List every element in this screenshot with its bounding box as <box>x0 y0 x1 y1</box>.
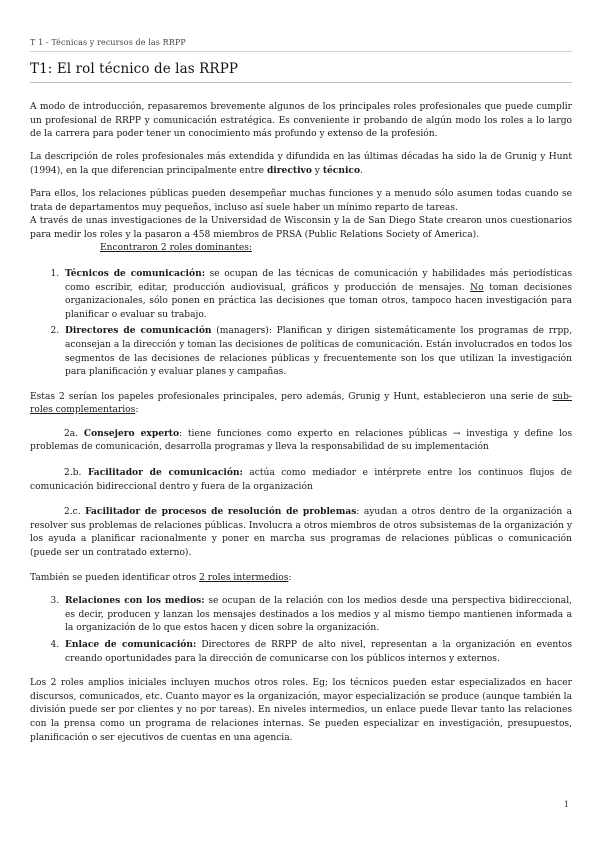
dominant-roles-heading: Encontraron 2 roles dominantes: <box>100 243 252 254</box>
subrole-item: 2a. Consejero experto: tiene funciones como experto en relaciones públicas → investiga y define los problemas de comunicación, desarrolla programas y lleva la responsabilidad de su implementación <box>30 427 572 453</box>
dominant-roles-list <box>30 267 572 380</box>
subroles-intro-paragraph: Estas 2 serían los papeles profesionales principales, pero además, Grunig y Hunt, establecieron una serie de sub-roles complementarios: <box>30 391 572 416</box>
intro-paragraph: A modo de introducción, repasaremos brevemente algunos de los principales roles profesionales que puede cumplir un profesional de RRPP y comunicación estratégica. Es conveniente ir probando de algún modo los roles a lo largo de la carrera para poder tener un conocimiento más profundo y extenso de la profesión. <box>30 102 572 140</box>
closing-paragraph: Los 2 roles amplios iniciales incluyen muchos otros roles. Eg; los técnicos pueden estar especializados en hacer discursos, comunicados, etc. Cuanto mayor es la organización, mayor especialización se produce (aunque también la división puede ser por clientes y no por tareas). En niveles intermedios, un enlace puede llevar tanto las relaciones con la prensa como un programa de relaciones internas. Se pueden especializar en investigación, presupuestos, planificación o ser ejecutivos de cuentas en una agencia. <box>30 678 572 743</box>
list-item: 1. Técnicos de comunicación: se ocupan de las técnicas de comunicación y habilidades más periodísticas como escribir, editar, producción audiovisual, gráficos y producción de mensajes. No toman decisiones organizacionales, sólo ponen en práctica las decisiones que toman otros, tampoco hacen investigación para planificar o evaluar su trabajo. <box>62 267 572 322</box>
roles-description-paragraph: La descripción de roles profesionales más extendida y difundida en las últimas décadas ha sido la de Grunig y Hunt (1994), en la que diferencian principalmente entre directivo y técnico. <box>30 151 572 177</box>
functions-paragraph: Para ellos, los relaciones públicas pueden desempeñar muchas funciones y a menudo sólo asumen todas cuando se trata de departamentos muy pequeños, incluso así suele haber un mínimo reparto de tareas. <box>30 188 572 213</box>
header-divider <box>30 51 572 52</box>
list-item: 3. Relaciones con los medios: se ocupan de la relación con los medios desde una perspectiva bidireccional, es decir, producen y lanzan los mensajes destinados a los medios y al mismo tiempo mantienen informada a la organización de lo que estos hacen y dicen sobre la organización. <box>62 594 572 636</box>
title-divider <box>30 82 572 83</box>
intermediate-roles-intro: También se pueden identificar otros 2 roles intermedios: <box>30 572 292 583</box>
subrole-item: 2.c. Facilitador de procesos de resolución de problemas: ayudan a otros dentro de la organización a resolver sus problemas de relaciones públicas. Involucra a otros miembros de otros subsistemas de la organización y los ayuda a planificar racionalmente y poner en marcha sus programas de relaciones públicas o comunicación (puede ser un contratado externo). <box>30 506 572 559</box>
page-title: T1: El rol técnico de las RRPP <box>30 61 239 77</box>
running-header: T 1 - Técnicas y recursos de las RRPP <box>30 38 186 47</box>
research-paragraph: A través de unas investigaciones de la Universidad de Wisconsin y la de San Diego State crearon unos cuestionarios para medir los roles y la pasaron a 458 miembros de PRSA (Public Relations Society of America). <box>30 216 572 240</box>
intermediate-roles-list <box>30 594 572 666</box>
tecnico-term: técnico <box>322 165 361 177</box>
page-number: 1 <box>563 800 569 809</box>
list-item: 4. Enlace de comunicación: Directores de RRPP de alto nivel, representan a la organización en eventos creando oportunidades para la dirección de comunicarse con los públicos internos y externos. <box>62 638 572 666</box>
list-item: 2. Directores de comunicación (managers): Planifican y dirigen sistemáticamente los programas de rrpp, aconsejan a la dirección y toman las decisiones de políticas de comunicación. Están involucrados en todos los segmentos de las decisiones de relaciones públicas y frecuentemente son los que utilizan la investigación para planificación y evaluar planes y campañas. <box>62 324 572 379</box>
subrole-item: 2.b. Facilitador de comunicación: actúa como mediador e intérprete entre los continuos flujos de comunicación bidireccional dentro y fuera de la organización <box>30 467 572 492</box>
directivo-term: directivo <box>266 165 312 177</box>
document-body <box>30 101 572 754</box>
